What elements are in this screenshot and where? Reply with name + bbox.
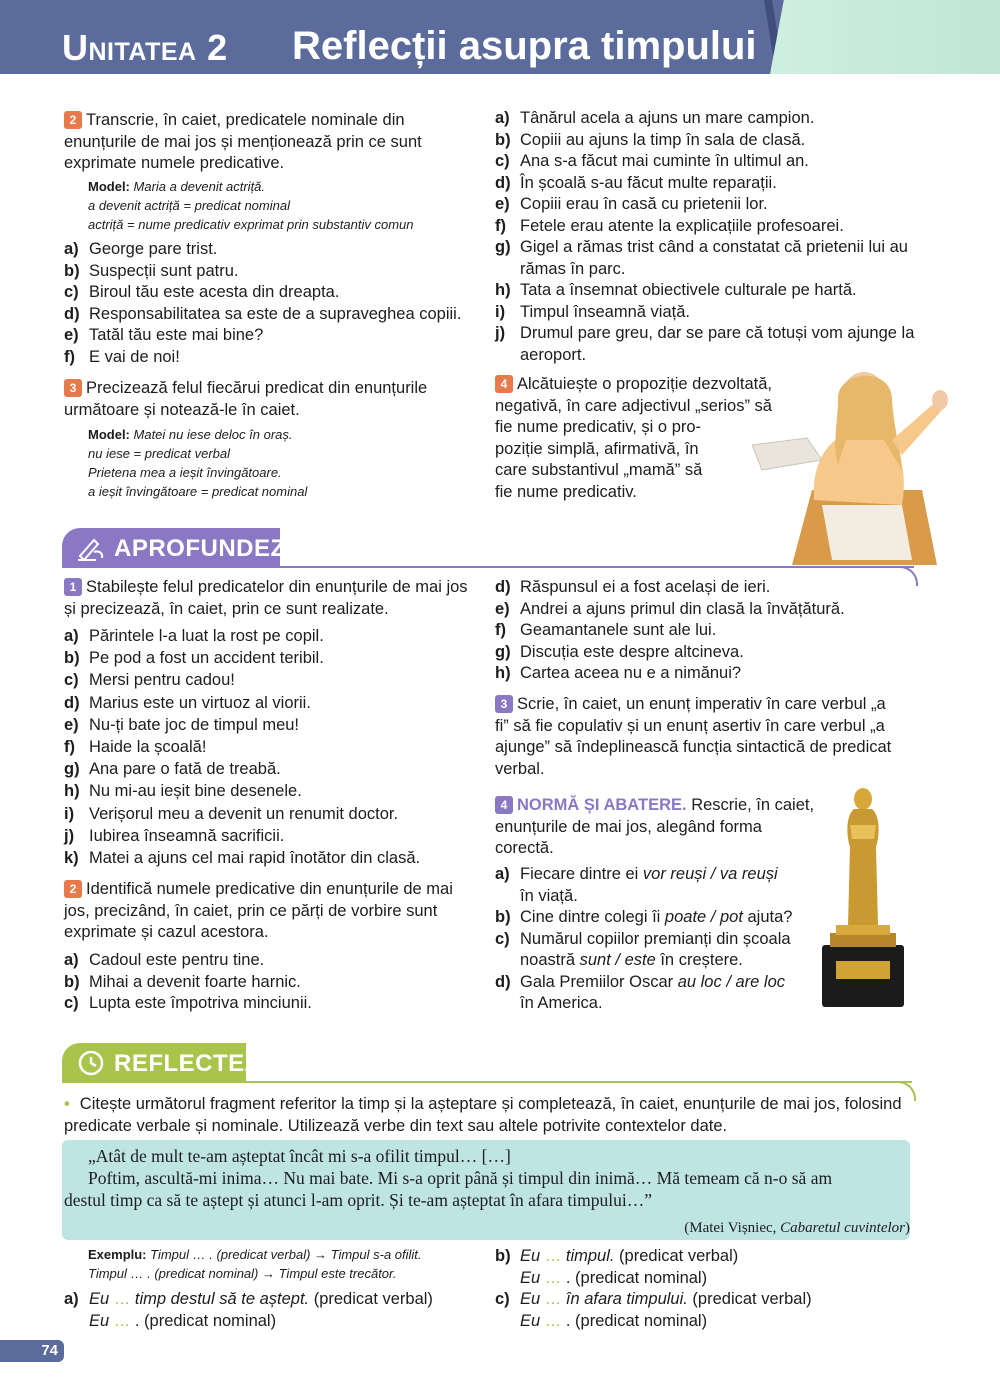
exercise-number: 4 — [495, 375, 513, 393]
item-label: c) — [495, 152, 510, 170]
item-text — [520, 972, 815, 1015]
item-choice: poate / pot — [664, 908, 743, 926]
item-label: b) — [495, 908, 511, 926]
page-title: Reflecții asupra timpului — [292, 24, 757, 68]
item-text-part: în creștere. — [655, 951, 743, 969]
list-item — [64, 692, 476, 714]
list-item — [64, 625, 476, 647]
model-label: Model: — [88, 179, 130, 194]
item-text: Mersi pentru cadou! — [89, 671, 235, 690]
list-item — [64, 1289, 476, 1332]
aprofundez-exercise-1-list-continued — [495, 577, 915, 685]
item-text: Nu-ți bate joc de timpul meu! — [89, 715, 300, 734]
blank-dots: … — [544, 1311, 562, 1330]
item-text: Pe pod a fost un accident teribil. — [89, 649, 324, 668]
item-label: b) — [495, 1247, 511, 1265]
item-text: Biroul tău este acesta din dreapta. — [89, 283, 340, 301]
item-label: b) — [64, 972, 80, 991]
quote-line: „Atât de mult te-am așteptat încât mi s-a ofilit timpul… […] — [88, 1146, 511, 1166]
item-label: b) — [64, 649, 80, 668]
item-choice: au loc / are loc — [677, 972, 786, 991]
page-number: 74 — [0, 1340, 64, 1362]
exercise-line: Alcătuiește o propoziție dezvoltată, — [517, 375, 772, 393]
list-item — [64, 347, 476, 369]
item-label: f) — [64, 738, 75, 757]
exercise-number: 2 — [64, 880, 82, 898]
example-label: Exemplu: — [88, 1247, 147, 1262]
exercise-line: care substantivul „mamă” să — [495, 461, 703, 479]
list-item — [495, 216, 915, 238]
exercise-number: 4 — [495, 796, 513, 814]
item-label: h) — [495, 664, 511, 682]
item-text: Cadoul este pentru tine. — [89, 951, 265, 969]
item-text: Lupta este împotriva minciunii. — [89, 994, 312, 1012]
list-item — [64, 261, 476, 283]
item-text-part: . (predicat nominal) — [561, 1268, 708, 1287]
list-item — [64, 736, 476, 758]
item-text: Timpul înseamnă viață. — [520, 302, 690, 321]
item-label: a) — [64, 240, 79, 258]
item-text-part: Eu — [520, 1290, 545, 1308]
exercise-line: poziție simplă, afirmativă, în — [495, 439, 699, 458]
model-block — [88, 425, 478, 501]
item-text — [520, 907, 815, 929]
item-text: Discuția este despre altcineva. — [520, 642, 744, 661]
item-text — [520, 1246, 915, 1289]
list-item — [495, 1246, 915, 1289]
item-text-part: (predicat verbal) — [687, 1290, 812, 1308]
exercise-line: negativă, în care adjectivul „serios” să — [495, 396, 772, 415]
item-text-part: Eu — [89, 1311, 114, 1330]
list-item — [64, 950, 476, 972]
trophy-illustration — [818, 785, 908, 1010]
quote-block — [64, 1145, 910, 1239]
item-label: f) — [495, 621, 506, 639]
exercise-2-list — [64, 239, 476, 368]
item-text: Matei a ajuns cel mai rapid înotător din clasă. — [89, 849, 421, 868]
model-line: nu iese = predicat verbal — [88, 446, 231, 461]
item-text-part: Cine dintre colegi îi — [520, 908, 665, 926]
item-label: h) — [495, 281, 511, 299]
exercise-line: enunțurile de mai jos, alegând forma — [495, 817, 762, 836]
list-item — [495, 620, 915, 642]
exercise-2 — [64, 110, 472, 175]
item-text: E vai de noi! — [89, 347, 180, 366]
reflectez-tab — [62, 1043, 260, 1083]
item-label: c) — [495, 1290, 510, 1308]
list-item — [64, 239, 476, 261]
quote-line: destul timp ca să te aștept și atunci l-am oprit. Și te-am așteptat în afara timpului…” — [64, 1190, 653, 1210]
list-item — [64, 825, 476, 847]
item-text-part: în America. — [520, 994, 603, 1012]
item-label: h) — [64, 782, 80, 801]
example-block — [88, 1245, 478, 1283]
item-label: j) — [64, 826, 75, 845]
model-line: actriță = nume predicativ exprimat prin substantiv comun — [88, 217, 414, 232]
clock-icon — [76, 1049, 106, 1077]
item-label: a) — [64, 627, 79, 645]
item-label: e) — [64, 326, 79, 344]
list-item — [64, 972, 476, 994]
item-label: d) — [64, 304, 80, 323]
exercise-line: corectă. — [495, 839, 554, 857]
item-label: e) — [64, 715, 79, 734]
reflectez-item-a — [64, 1289, 476, 1332]
quote-source — [64, 1217, 910, 1239]
item-text-part: în afara timpului. — [561, 1290, 688, 1308]
source-author: (Matei Vișniec, — [684, 1220, 781, 1236]
list-item — [64, 282, 476, 304]
item-label: j) — [495, 324, 506, 342]
item-label: a) — [64, 1290, 79, 1308]
list-item — [64, 304, 476, 326]
list-item — [495, 599, 915, 621]
section-title: REFLECTEZ — [114, 1050, 260, 1077]
list-item — [495, 151, 915, 173]
item-text: Suspecții sunt patru. — [89, 261, 239, 280]
item-label: a) — [495, 109, 510, 127]
item-text: Drumul pare greu, dar se pare că totuși vom ajunge la aeroport. — [520, 324, 915, 364]
list-item — [495, 280, 915, 302]
exercise-3 — [64, 378, 472, 421]
item-label: c) — [64, 994, 79, 1012]
item-label: f) — [495, 216, 506, 235]
exercise-line: fie nume predicativ, și o pro- — [495, 418, 702, 436]
item-text: Mihai a devenit foarte harnic. — [89, 972, 301, 991]
item-text: Părintele l-a luat la rost pe copil. — [89, 627, 324, 645]
item-text-part: Numărul copiilor premianți din școala — [520, 929, 791, 948]
section-title: APROFUNDEZ — [114, 535, 286, 562]
header-accent — [770, 0, 1000, 74]
list-item — [64, 325, 476, 347]
item-text-part: Fiecare dintre ei — [520, 865, 643, 883]
item-text: Andrei a ajuns primul din clasă la învățătură. — [520, 599, 845, 618]
item-text: Geamantanele sunt ale lui. — [520, 621, 717, 639]
blank-dots: … — [544, 1290, 562, 1308]
item-text — [520, 864, 815, 907]
list-item — [495, 864, 815, 907]
instruction-text: Citește următorul fragment referitor la timp și la așteptare și completează, în caiet, enunțurile de mai jos, folosind predicate verbale și nominale. Utilizează verbe din text sau altele potrivite contextelor date. — [64, 1095, 902, 1135]
girl-illustration — [752, 360, 952, 565]
exercise-number: 3 — [64, 379, 82, 397]
reflectez-instruction — [64, 1094, 914, 1137]
list-item — [495, 663, 915, 685]
item-label: b) — [495, 130, 511, 149]
list-item — [495, 1289, 915, 1332]
item-label: c) — [495, 929, 510, 948]
blank-dots: … — [113, 1290, 131, 1308]
list-item — [64, 780, 476, 802]
quote-line: Poftim, ascultă-mi inima… Nu mai bate. Mi s-a oprit până și timpul din inimă… Mă temeam că n-o să am — [88, 1168, 833, 1188]
item-text: Răspunsul ei a fost același de ieri. — [520, 578, 771, 596]
list-item — [495, 108, 915, 130]
list-item — [64, 714, 476, 736]
list-item — [495, 642, 915, 664]
list-item — [495, 237, 915, 280]
item-label: d) — [495, 578, 511, 596]
exercise-line: Rescrie, în caiet, — [691, 796, 815, 814]
exercise-label: NORMĂ ȘI ABATERE. — [517, 796, 687, 814]
item-text: Copiii erau în casă cu prietenii lor. — [520, 195, 768, 213]
item-text: Haide la școală! — [89, 738, 207, 757]
item-text-part: timpul. — [561, 1247, 615, 1265]
list-item — [64, 647, 476, 669]
list-item — [495, 907, 815, 929]
exercise-number: 1 — [64, 578, 82, 596]
pencil-hand-icon — [76, 534, 106, 562]
item-text-part: Eu — [89, 1290, 114, 1308]
model-line: a ieșit învingătoare = predicat nominal — [88, 484, 308, 499]
item-text-part: Eu — [520, 1311, 545, 1330]
aprofundez-exercise-2-list — [64, 950, 476, 1015]
source-title: Cabaretul cuvintelor — [780, 1220, 905, 1236]
model-block — [88, 177, 478, 234]
item-text: George pare trist. — [89, 240, 218, 258]
item-text-part: ajuta? — [742, 908, 793, 926]
list-item — [495, 302, 915, 324]
item-text — [89, 1289, 476, 1332]
aprofundez-tab — [62, 528, 286, 568]
item-text: Ana s-a făcut mai cuminte în ultimul an. — [520, 152, 809, 170]
item-text: În școală s-au făcut multe reparații. — [520, 173, 777, 192]
aprofundez-exercise-4 — [495, 795, 815, 860]
item-text: Tata a însemnat obiectivele culturale pe hartă. — [520, 281, 857, 299]
aprofundez-exercise-1-list — [64, 625, 476, 869]
item-text: Gigel a rămas trist când a constatat că prietenii lui au rămas în parc. — [520, 238, 908, 278]
exercise-instruction: Stabilește felul predicatelor din enunțurile de mai jos și precizează, în caiet, prin ce sunt realizate. — [64, 578, 468, 618]
item-text: Iubirea înseamnă sacrificii. — [89, 826, 285, 845]
item-text-part: . (predicat nominal) — [561, 1311, 708, 1330]
exercise-number: 2 — [64, 111, 82, 129]
item-label: g) — [495, 642, 511, 661]
item-label: g) — [495, 238, 511, 256]
exercise-number: 3 — [495, 695, 513, 713]
item-label: c) — [64, 671, 79, 690]
list-item — [495, 929, 815, 972]
item-text-part: în viață. — [520, 886, 578, 905]
item-label: a) — [495, 865, 510, 883]
item-text-part: (predicat verbal) — [614, 1247, 739, 1265]
exercise-line: fie nume predicativ. — [495, 482, 637, 501]
item-text: Nu mi-au ieșit bine desenele. — [89, 782, 302, 801]
item-text — [520, 929, 815, 972]
aprofundez-exercise-4-list — [495, 864, 815, 1015]
blank-dots: … — [544, 1268, 562, 1287]
exercise-instruction: Scrie, în caiet, un enunț imperativ în care verbul „a fi” să fie copulativ și un enunț asertiv în care verbul „a ajunge” să îndeplinească funcția sintactică de predicat verbal. — [495, 695, 892, 778]
list-item — [495, 972, 815, 1015]
item-label: e) — [495, 599, 510, 618]
blank-dots: … — [544, 1247, 562, 1265]
aprofundez-exercise-3 — [495, 694, 903, 780]
item-text-part: Eu — [520, 1268, 545, 1287]
list-item — [64, 669, 476, 691]
example-line: Timpul … . (predicat nominal) → Timpul este trecător. — [88, 1266, 397, 1281]
item-text: Cartea aceea nu e a nimănui? — [520, 664, 742, 682]
list-item — [64, 847, 476, 869]
example-line: Timpul … . (predicat verbal) → Timpul s-a ofilit. — [150, 1247, 422, 1262]
item-text: Responsabilitatea sa este de a supraveghea copiii. — [89, 304, 462, 323]
list-item — [495, 194, 915, 216]
item-text-part: Eu — [520, 1247, 545, 1265]
item-label: d) — [495, 972, 511, 991]
list-item — [495, 577, 915, 599]
exercise-3-list — [495, 108, 915, 366]
list-item — [64, 993, 476, 1015]
list-item — [495, 173, 915, 195]
source-end: ) — [905, 1220, 910, 1236]
list-item — [495, 130, 915, 152]
item-text-part: . (predicat nominal) — [130, 1311, 277, 1330]
aprofundez-exercise-1 — [64, 577, 472, 620]
model-line: Maria a devenit actriță. — [133, 179, 266, 194]
item-label: k) — [64, 849, 79, 868]
item-text: Tânărul acela a ajuns un mare campion. — [520, 109, 815, 127]
exercise-instruction: Identifică numele predicative din enunțurile de mai jos, precizând, în caiet, prin ce părți de vorbire sunt exprimate și cazul acestora. — [64, 880, 453, 941]
reflectez-items-bc — [495, 1246, 915, 1332]
list-item — [64, 803, 476, 825]
model-line: Matei nu iese deloc în oraș. — [133, 427, 293, 442]
item-text: Tatăl tău este mai bine? — [89, 326, 264, 344]
item-label: a) — [64, 951, 79, 969]
item-label: b) — [64, 261, 80, 280]
model-line: Prietena mea a ieșit învingătoare. — [88, 465, 282, 480]
item-label: g) — [64, 760, 80, 779]
item-text-part: (predicat verbal) — [309, 1290, 433, 1308]
item-text: Verișorul meu a devenit un renumit doctor. — [89, 804, 399, 823]
list-item — [64, 758, 476, 780]
exercise-instruction: Precizează felul fiecărui predicat din enunțurile următoare și notează-le în caiet. — [64, 379, 428, 419]
model-label: Model: — [88, 427, 130, 442]
item-text-part: Gala Premiilor Oscar — [520, 972, 678, 991]
item-text-part: noastră — [520, 951, 580, 969]
item-text: Marius este un virtuoz al viorii. — [89, 693, 311, 712]
item-text — [520, 1289, 915, 1332]
blank-dots: … — [113, 1311, 131, 1330]
item-label: c) — [64, 283, 79, 301]
aprofundez-exercise-2 — [64, 879, 472, 944]
item-label: i) — [64, 804, 75, 823]
item-text: Fetele erau atente la explicațiile profesoarei. — [520, 216, 844, 235]
item-label: d) — [495, 173, 511, 192]
exercise-instruction: Transcrie, în caiet, predicatele nominale din enunțurile de mai jos și menționează prin ce sunt exprimate numele predicative. — [64, 111, 422, 172]
item-label: e) — [495, 195, 510, 213]
item-choice: vor reuși / va reuși — [642, 865, 778, 883]
item-label: d) — [64, 693, 80, 712]
item-choice: sunt / este — [579, 951, 656, 969]
item-text-part: timp destul să te aștept. — [130, 1290, 310, 1308]
unit-label: Unitatea 2 — [62, 27, 228, 68]
item-label: i) — [495, 302, 506, 321]
item-text: Ana pare o fată de treabă. — [89, 760, 281, 779]
item-label: f) — [64, 347, 75, 366]
model-line: a devenit actriță = predicat nominal — [88, 198, 290, 213]
item-text: Copiii au ajuns la timp în sala de clasă. — [520, 130, 806, 149]
bullet-icon: • — [64, 1095, 70, 1113]
